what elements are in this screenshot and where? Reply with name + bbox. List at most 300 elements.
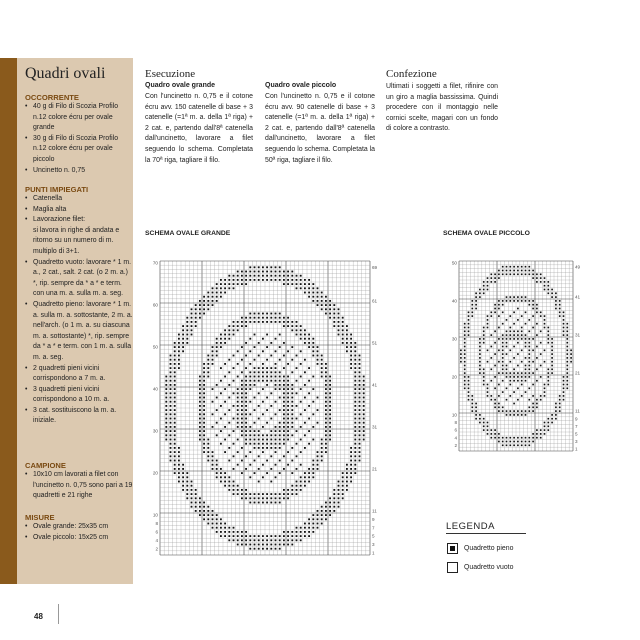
filled-square [498, 441, 500, 443]
filled-square [329, 434, 331, 436]
filled-square [532, 410, 534, 412]
filled-square [506, 266, 508, 268]
row-label-right: 5 [372, 533, 375, 539]
filled-square [551, 296, 553, 298]
filled-square [241, 371, 243, 373]
filled-square [245, 283, 247, 285]
filled-square [262, 338, 264, 340]
filled-square [203, 443, 205, 445]
filled-square [338, 497, 340, 499]
filled-square [291, 493, 293, 495]
filled-square [186, 325, 188, 327]
filled-square [468, 323, 470, 325]
filled-square [170, 413, 172, 415]
filled-square [506, 437, 508, 439]
filled-square [266, 317, 268, 319]
filled-square [203, 397, 205, 399]
legend-rule [446, 533, 526, 534]
filled-square [308, 380, 310, 382]
filled-square [203, 418, 205, 420]
filled-square [203, 451, 205, 453]
filled-square [270, 355, 272, 357]
filled-square [283, 539, 285, 541]
filled-square [254, 434, 256, 436]
filled-square [275, 363, 277, 365]
filled-square [312, 472, 314, 474]
filled-square [258, 266, 260, 268]
filled-square [279, 422, 281, 424]
filled-square [487, 285, 489, 287]
filled-square [270, 497, 272, 499]
filled-square [237, 485, 239, 487]
filled-square [203, 518, 205, 520]
filled-square [329, 430, 331, 432]
filled-square [237, 397, 239, 399]
row-label-right: 1 [575, 446, 578, 452]
filled-square [363, 430, 365, 432]
filled-square [245, 413, 247, 415]
filled-square [536, 429, 538, 431]
filled-square [517, 308, 519, 310]
filled-square [287, 535, 289, 537]
filled-square [228, 409, 230, 411]
filled-square [555, 418, 557, 420]
filled-square [532, 384, 534, 386]
filled-square [494, 376, 496, 378]
filled-square [270, 342, 272, 344]
filled-square [207, 514, 209, 516]
filled-square [262, 388, 264, 390]
filled-square [275, 266, 277, 268]
filled-square [228, 334, 230, 336]
filled-square [224, 535, 226, 537]
filled-square [502, 368, 504, 370]
filled-square [216, 384, 218, 386]
filled-square [483, 327, 485, 329]
row-label-left: 20 [451, 374, 457, 380]
filled-square [254, 472, 256, 474]
filled-square [329, 405, 331, 407]
filled-square [566, 357, 568, 359]
filled-square [300, 481, 302, 483]
occorrente-list [25, 102, 133, 176]
filled-square [266, 439, 268, 441]
filled-square [199, 300, 201, 302]
filled-square [174, 443, 176, 445]
filled-square [262, 401, 264, 403]
filled-square [532, 437, 534, 439]
filled-square [270, 271, 272, 273]
filled-square [241, 426, 243, 428]
filled-square [241, 384, 243, 386]
filled-square [354, 401, 356, 403]
filled-square [521, 273, 523, 275]
filled-square [199, 388, 201, 390]
filled-square [270, 439, 272, 441]
filled-square [283, 468, 285, 470]
filled-square [359, 413, 361, 415]
filled-square [350, 464, 352, 466]
filled-square [563, 399, 565, 401]
filled-square [559, 315, 561, 317]
filled-square [220, 476, 222, 478]
filled-square [296, 275, 298, 277]
filled-square [521, 414, 523, 416]
filled-square [547, 418, 549, 420]
filled-square [308, 405, 310, 407]
filled-square [536, 308, 538, 310]
filled-square [262, 451, 264, 453]
filled-square [207, 455, 209, 457]
filled-square [174, 426, 176, 428]
filled-square [203, 388, 205, 390]
filled-square [165, 426, 167, 428]
filled-square [220, 392, 222, 394]
filled-square [237, 329, 239, 331]
filled-square [174, 397, 176, 399]
filled-square [321, 355, 323, 357]
filled-square [509, 376, 511, 378]
filled-square [207, 510, 209, 512]
filled-square [270, 434, 272, 436]
filled-square [191, 334, 193, 336]
filled-square [199, 317, 201, 319]
filled-square [354, 409, 356, 411]
filled-square [359, 384, 361, 386]
filled-square [245, 489, 247, 491]
filled-square [547, 376, 549, 378]
filled-square [275, 313, 277, 315]
filled-square [317, 296, 319, 298]
filled-square [275, 544, 277, 546]
row-label-left: 4 [155, 537, 158, 543]
filled-square [483, 330, 485, 332]
filled-square [321, 376, 323, 378]
filled-square [283, 317, 285, 319]
filled-square-icon [447, 543, 458, 554]
filled-square [544, 384, 546, 386]
filled-square [494, 365, 496, 367]
filled-square [487, 384, 489, 386]
filled-square [266, 384, 268, 386]
filled-square [498, 277, 500, 279]
filled-square [241, 271, 243, 273]
row-label-right: 51 [372, 340, 378, 346]
filled-square [479, 361, 481, 363]
filled-square [333, 304, 335, 306]
filled-square [532, 395, 534, 397]
filled-square [325, 405, 327, 407]
filled-square [536, 433, 538, 435]
filled-square [186, 493, 188, 495]
filled-square [325, 510, 327, 512]
row-label-right: 61 [372, 298, 378, 304]
filled-square [513, 296, 515, 298]
row-label-right: 7 [575, 423, 578, 429]
filled-square [279, 275, 281, 277]
filled-square [275, 275, 277, 277]
filled-square [563, 376, 565, 378]
filled-square [182, 325, 184, 327]
filled-square [487, 361, 489, 363]
filled-square [258, 275, 260, 277]
filled-square [338, 313, 340, 315]
confezione-text: Ultimati i soggetti a filet, rifinire con un giro a maglia bassissima. Quindi procedere con il montaggio nelle cornici scelte, magari con un fondo di colore a contrasto. [386, 83, 498, 133]
filled-square [287, 497, 289, 499]
filled-square [245, 531, 247, 533]
filled-square [547, 281, 549, 283]
filled-square [199, 430, 201, 432]
filled-square [220, 287, 222, 289]
filled-square [174, 447, 176, 449]
filled-square [291, 325, 293, 327]
filled-square [354, 384, 356, 386]
filled-square [528, 319, 530, 321]
filled-square [199, 313, 201, 315]
filled-square [296, 287, 298, 289]
filled-square [494, 437, 496, 439]
filled-square [245, 279, 247, 281]
filled-square [317, 397, 319, 399]
filled-square [254, 493, 256, 495]
filled-square [494, 304, 496, 306]
filled-square [249, 371, 251, 373]
filled-square [502, 311, 504, 313]
filled-square [551, 418, 553, 420]
filled-square [498, 403, 500, 405]
filled-square [509, 395, 511, 397]
filled-square [506, 273, 508, 275]
filled-square [262, 548, 264, 550]
filled-square [275, 376, 277, 378]
filled-square [237, 418, 239, 420]
filled-square [300, 401, 302, 403]
filled-square [325, 451, 327, 453]
filled-square [279, 271, 281, 273]
filled-square [287, 439, 289, 441]
filled-square [304, 485, 306, 487]
filled-square [346, 485, 348, 487]
filled-square [525, 444, 527, 446]
filled-square [363, 380, 365, 382]
filled-square [178, 355, 180, 357]
filled-square [195, 489, 197, 491]
filled-square [528, 266, 530, 268]
filled-square [350, 460, 352, 462]
filled-square [475, 406, 477, 408]
filled-square [262, 493, 264, 495]
list-item: • 3 quadretti pieni vicini corrispondono a 10 m. a. [25, 385, 133, 406]
filled-square [275, 271, 277, 273]
filled-square [199, 380, 201, 382]
filled-square [540, 353, 542, 355]
row-label-left: 2 [155, 546, 158, 552]
filled-square [525, 414, 527, 416]
filled-square [233, 485, 235, 487]
filled-square [228, 384, 230, 386]
filled-square [494, 308, 496, 310]
filled-square [517, 330, 519, 332]
filled-square [321, 447, 323, 449]
filled-square [199, 506, 201, 508]
filled-square [296, 380, 298, 382]
filled-square [199, 409, 201, 411]
filled-square [528, 410, 530, 412]
row-label-left: 8 [454, 420, 457, 426]
filled-square [494, 353, 496, 355]
filled-square [165, 434, 167, 436]
filled-square [566, 338, 568, 340]
filled-square [245, 535, 247, 537]
filled-square [262, 367, 264, 369]
row-label-right: 21 [372, 466, 378, 472]
filled-square [170, 422, 172, 424]
filled-square [212, 300, 214, 302]
filled-square [304, 287, 306, 289]
filled-square [528, 376, 530, 378]
filled-square [513, 372, 515, 374]
filled-square [233, 539, 235, 541]
filled-square [174, 380, 176, 382]
filled-square [317, 346, 319, 348]
filled-square [249, 388, 251, 390]
filled-square [254, 313, 256, 315]
filled-square [258, 468, 260, 470]
filled-square [182, 464, 184, 466]
filled-square [350, 468, 352, 470]
filled-square [359, 388, 361, 390]
filled-square [279, 317, 281, 319]
filled-square [224, 338, 226, 340]
filled-square [536, 437, 538, 439]
filled-square [509, 296, 511, 298]
filled-square [517, 399, 519, 401]
legend-filled-label: Quadretto pieno [464, 545, 514, 552]
filled-square [191, 325, 193, 327]
filled-square [304, 523, 306, 525]
filled-square [536, 277, 538, 279]
filled-square [312, 283, 314, 285]
filled-square [468, 387, 470, 389]
filled-square [249, 380, 251, 382]
filled-square [555, 403, 557, 405]
filled-square [291, 460, 293, 462]
filled-square [262, 476, 264, 478]
filled-square [528, 300, 530, 302]
filled-square [551, 292, 553, 294]
filled-square [224, 523, 226, 525]
filled-square [525, 376, 527, 378]
filled-square [287, 317, 289, 319]
filled-square [304, 371, 306, 373]
filled-square [216, 514, 218, 516]
filled-square [502, 270, 504, 272]
filled-square [517, 353, 519, 355]
filled-square [513, 338, 515, 340]
filled-square [279, 447, 281, 449]
filled-square [498, 300, 500, 302]
filled-square [241, 401, 243, 403]
filled-square [249, 439, 251, 441]
filled-square [279, 380, 281, 382]
filled-square [254, 380, 256, 382]
schema-piccolo-title: SCHEMA OVALE PICCOLO [443, 230, 530, 237]
filled-square [521, 334, 523, 336]
filled-square [170, 409, 172, 411]
filled-square [279, 376, 281, 378]
filled-square [321, 451, 323, 453]
filled-square [363, 409, 365, 411]
filled-square [199, 401, 201, 403]
filled-square [233, 329, 235, 331]
filled-square [287, 384, 289, 386]
filled-square [363, 426, 365, 428]
filled-square [536, 311, 538, 313]
filled-square [544, 349, 546, 351]
filled-square [191, 493, 193, 495]
row-label-left: 10 [152, 512, 158, 518]
filled-square [186, 476, 188, 478]
filled-square [191, 502, 193, 504]
filled-square [329, 384, 331, 386]
filled-square [308, 283, 310, 285]
filled-square [300, 329, 302, 331]
filled-square [245, 342, 247, 344]
filled-square [521, 444, 523, 446]
filled-square [475, 292, 477, 294]
filled-square [525, 380, 527, 382]
filled-square [513, 391, 515, 393]
filled-square [563, 395, 565, 397]
filled-square [224, 485, 226, 487]
filled-square [220, 346, 222, 348]
filled-square [487, 327, 489, 329]
filled-square [464, 384, 466, 386]
filled-square [249, 476, 251, 478]
row-label-right: 5 [575, 431, 578, 437]
filled-square [287, 413, 289, 415]
filled-square [521, 296, 523, 298]
filled-square [220, 418, 222, 420]
filled-square [494, 281, 496, 283]
filled-square [494, 273, 496, 275]
filled-square [275, 497, 277, 499]
filled-square [555, 414, 557, 416]
filled-square [216, 338, 218, 340]
filled-square [338, 485, 340, 487]
filled-square [241, 489, 243, 491]
filled-square [312, 464, 314, 466]
filled-square [287, 531, 289, 533]
filled-square [555, 292, 557, 294]
filled-square [199, 392, 201, 394]
filled-square [283, 325, 285, 327]
filled-square [468, 399, 470, 401]
filled-square [304, 422, 306, 424]
filled-square [494, 429, 496, 431]
filled-square [321, 514, 323, 516]
filled-square [266, 313, 268, 315]
filled-square [262, 426, 264, 428]
filled-square [170, 376, 172, 378]
filled-square [241, 497, 243, 499]
filled-square [228, 371, 230, 373]
filled-square [170, 380, 172, 382]
filled-square [525, 273, 527, 275]
filled-square [544, 277, 546, 279]
filled-square [270, 405, 272, 407]
filled-square [170, 388, 172, 390]
